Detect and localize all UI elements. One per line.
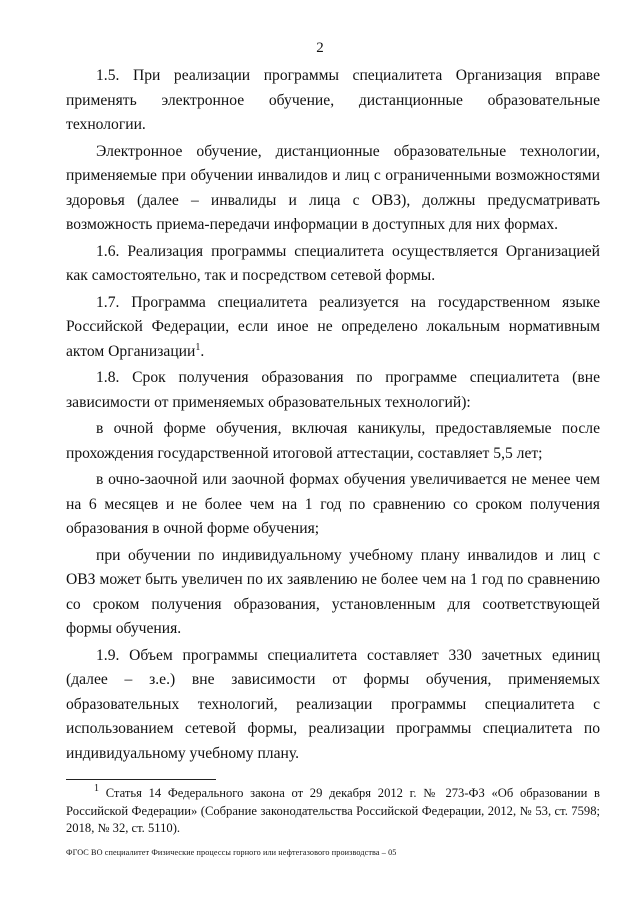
footnote-reference[interactable]: 1 (195, 341, 201, 353)
paragraph-1-6: 1.6. Реализация программы специалитета осуществляется Организацией как самостоятельно, так и посредством сетевой формы. (66, 242, 600, 284)
paragraph-1-7-end: . (200, 342, 205, 360)
paragraph-1-8: 1.8. Срок получения образования по программе специалитета (вне зависимости от применяемых образовательных технологий): (66, 369, 600, 411)
document-body (66, 64, 600, 768)
paragraph-1-9: 1.9. Объем программы специалитета составляет 330 зачетных единиц (далее – з.е.) вне зависимости от формы обучения, применяемых образовательных технологий, реализации программы специалитета с использованием сетевой формы, реализации программы специалитета по индивидуальному учебному плану. (66, 646, 600, 762)
page-footer: ФГОС ВО специалитет Физические процессы горного или нефтегазового производства – 05 (66, 848, 397, 857)
paragraph-electronic-learning: Электронное обучение, дистанционные образовательные технологии, применяемые при обучении инвалидов и лиц с ограниченными возможностями здоровья (далее – инвалиды и лица с ОВЗ), должны предусматривать возможность приема-передачи информации в доступных для них формах. (66, 142, 600, 233)
paragraph-part-time: в очно-заочной или заочной формах обучения увеличивается не менее чем на 6 месяцев и не более чем на 1 год по сравнению со сроком получения образования в очной форме обучения; (66, 471, 600, 537)
page-number: 2 (316, 40, 324, 56)
footnote-text: Статья 14 Федерального закона от 29 декабря 2012 г. № 273-ФЗ «Об образовании в Российской Федерации» (Собрание законодательства Российской Федерации, 2012, № 53, ст. 7598; 2018, № 32, ст. 5110). (66, 786, 600, 835)
paragraph-1-7-text: 1.7. Программа специалитета реализуется на государственном языке Российской Федерации, если иное не определено локальным нормативным актом Организации (66, 293, 600, 360)
paragraph-1-5: 1.5. При реализации программы специалитета Организация вправе применять электронное обучение, дистанционные образовательные технологии. (66, 67, 600, 133)
footnote (66, 785, 600, 838)
paragraph-full-time: в очной форме обучения, включая каникулы, предоставляемые после прохождения государственной итоговой аттестации, составляет 5,5 лет; (66, 420, 600, 462)
paragraph-individual-plan: при обучении по индивидуальному учебному плану инвалидов и лиц с ОВЗ может быть увеличен по их заявлению не более чем на 1 год по сравнению со сроком получения образования, установленным для соответствующей формы обучения. (66, 546, 600, 637)
paragraph-1-7 (66, 291, 600, 365)
footnote-marker: 1 (94, 783, 99, 794)
footnote-divider (66, 779, 216, 780)
